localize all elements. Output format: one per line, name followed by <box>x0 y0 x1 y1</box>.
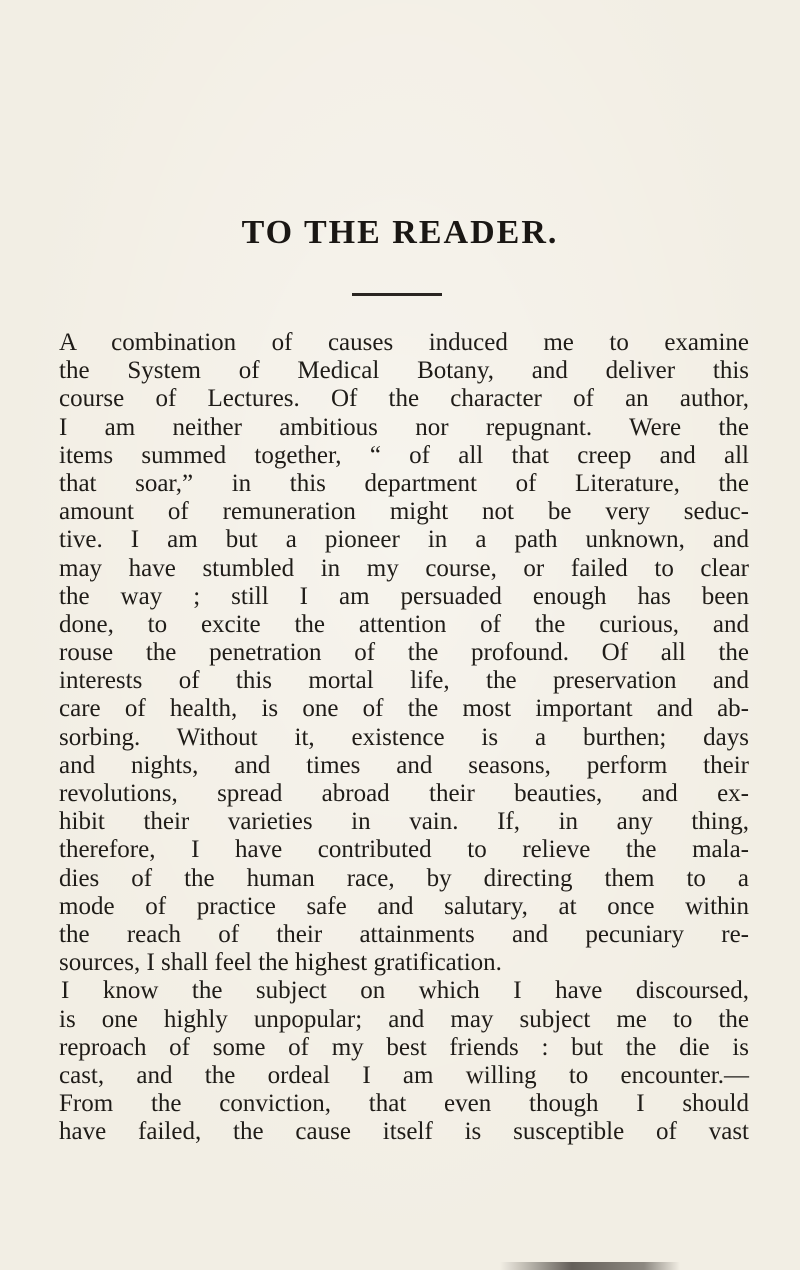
title-rule <box>352 293 442 296</box>
text-line: cast, and the ordeal I am willing to encounter.— <box>59 1061 749 1089</box>
text-line: sorbing. Without it, existence is a burthen; days <box>59 723 749 751</box>
text-line: dies of the human race, by directing them to a <box>59 864 749 892</box>
text-line: tive. I am but a pioneer in a path unknown, and <box>59 526 749 554</box>
text-line: done, to excite the attention of the curious, and <box>59 610 749 638</box>
preface-text <box>59 329 749 1146</box>
text-line: the way ; still I am persuaded enough has been <box>59 582 749 610</box>
text-line: A combination of causes induced me to examine <box>59 329 749 356</box>
text-line: interests of this mortal life, the preservation and <box>59 667 749 695</box>
text-line: may have stumbled in my course, or failed to clear <box>59 554 749 582</box>
text-line: care of health, is one of the most important and ab- <box>59 695 749 723</box>
text-line: From the conviction, that even though I should <box>59 1090 749 1118</box>
text-line: the reach of their attainments and pecuniary re- <box>59 920 749 948</box>
page-title: TO THE READER. <box>241 214 559 251</box>
text-line: rouse the penetration of the profound. Of all the <box>59 639 749 667</box>
text-line: sources, I shall feel the highest gratification. <box>59 949 502 977</box>
text-line: have failed, the cause itself is susceptible of vast <box>59 1118 749 1146</box>
text-line: I am neither ambitious nor repugnant. Were the <box>59 413 749 441</box>
text-line: the System of Medical Botany, and deliver this <box>59 357 749 385</box>
text-line: revolutions, spread abroad their beauties, and ex- <box>59 780 749 807</box>
text-line: I know the subject on which I have discoursed, <box>61 977 749 1005</box>
text-line: reproach of some of my best friends : but the die is <box>59 1033 749 1061</box>
text-line: amount of remuneration might not be very seduc- <box>59 498 749 526</box>
text-line: items summed together, “ of all that creep and all <box>59 441 749 469</box>
text-line: that soar,” in this department of Literature, the <box>59 469 749 497</box>
page-edge-smudge <box>500 1262 680 1270</box>
text-line: therefore, I have contributed to relieve the mala- <box>59 836 749 864</box>
text-line: and nights, and times and seasons, perform their <box>59 751 749 779</box>
text-line: is one highly unpopular; and may subject me to the <box>59 1005 749 1033</box>
text-line: mode of practice safe and salutary, at once within <box>59 892 749 920</box>
text-line: course of Lectures. Of the character of an author, <box>59 385 749 413</box>
text-line: hibit their varieties in vain. If, in any thing, <box>59 808 749 836</box>
